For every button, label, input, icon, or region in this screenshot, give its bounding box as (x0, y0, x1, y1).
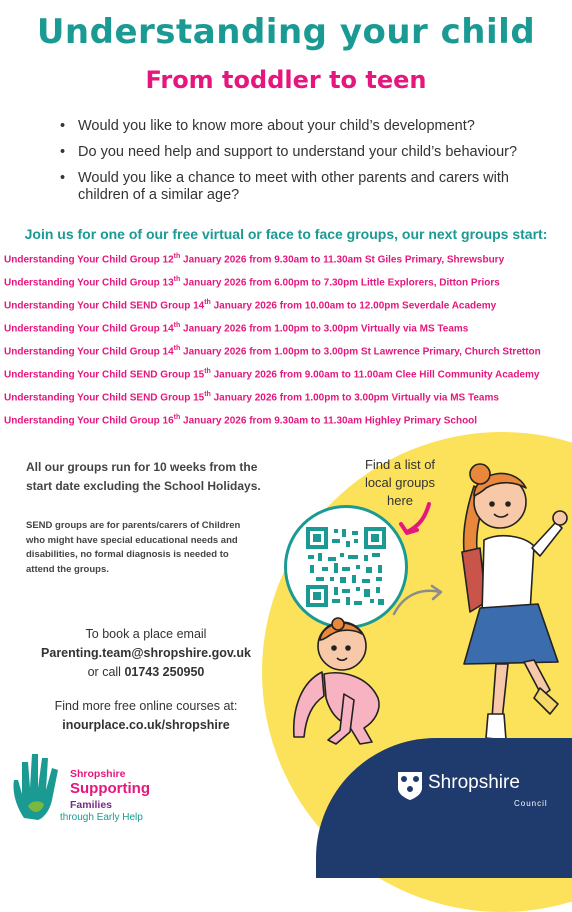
group-item: Understanding Your Child SEND Group 15th January 2026 from 1.00pm to 3.00pm Virtually via MS Teams (4, 391, 499, 404)
council-logo-sub: Council (514, 799, 548, 808)
ssf-logo-line3: Families (70, 799, 113, 811)
booking-phone-line: or call 01743 250950 (87, 665, 205, 679)
page-title: Understanding your child (36, 12, 536, 52)
send-info-text: SEND groups are for parents/carers of Children who might have special educational needs and disabilities, no formal diagnosis is needed to attend the groups. (26, 520, 241, 575)
group-item: Understanding Your Child Group 14th January 2026 from 1.00pm to 3.00pm St Lawrence Primary, Church Stretton (4, 345, 541, 358)
toddler-illustration (282, 612, 402, 752)
courses-link[interactable]: inourplace.co.uk/shropshire (62, 718, 230, 732)
courses-info (26, 697, 266, 735)
question-item: • Do you need help and support to understand your child’s behaviour? (60, 144, 530, 161)
council-logo-name: Shropshire (428, 772, 520, 793)
pink-arrow-icon (395, 500, 435, 540)
group-item: Understanding Your Child Group 12th January 2026 from 9.30am to 11.30am St Giles Primary, Shrewsbury (4, 253, 505, 266)
booking-info (26, 625, 266, 682)
group-item: Understanding Your Child SEND Group 15th January 2026 from 9.00am to 11.00am Clee Hill Community Academy (4, 368, 540, 381)
ssf-logo-line1: Shropshire (70, 768, 126, 780)
question-item: • Would you like a chance to meet with other parents and carers with children of a similar age? (60, 170, 530, 204)
booking-email-link[interactable]: Parenting.team@shropshire.gov.uk (41, 646, 251, 660)
booking-label: To book a place email (85, 627, 207, 641)
ssf-logo-line2: Supporting (70, 780, 150, 797)
group-item: Understanding Your Child Group 13th January 2026 from 6.00pm to 7.30pm Little Explorers, Ditton Priors (4, 276, 500, 289)
qr-caption: Find a list of local groups here (364, 457, 436, 508)
booking-phone[interactable]: 01743 250950 (124, 665, 205, 679)
hand-logo-icon (4, 748, 70, 822)
join-heading: Join us for one of our free virtual or face to face groups, our next groups start: (24, 226, 548, 242)
page-subtitle: From toddler to teen (145, 66, 427, 94)
ssf-logo-line4: through Early Help (60, 812, 143, 823)
council-shield-icon (396, 770, 424, 802)
girl-illustration (440, 452, 570, 752)
group-item: Understanding Your Child SEND Group 14th January 2026 from 10.00am to 12.00pm Severdale Academy (4, 299, 497, 312)
courses-label: Find more free online courses at: (54, 699, 238, 713)
question-item: • Would you like to know more about your child’s development? (60, 118, 530, 135)
question-list (60, 118, 530, 213)
group-schedule (4, 248, 570, 432)
group-item: Understanding Your Child Group 16th January 2026 from 9.30am to 11.30am Highley Primary School (4, 414, 478, 427)
group-item: Understanding Your Child Group 14th January 2026 from 1.00pm to 3.00pm Virtually via MS Teams (4, 322, 469, 335)
qr-code-icon (306, 527, 386, 607)
run-info-text: All our groups run for 10 weeks from the start date excluding the School Holidays. (26, 460, 261, 493)
